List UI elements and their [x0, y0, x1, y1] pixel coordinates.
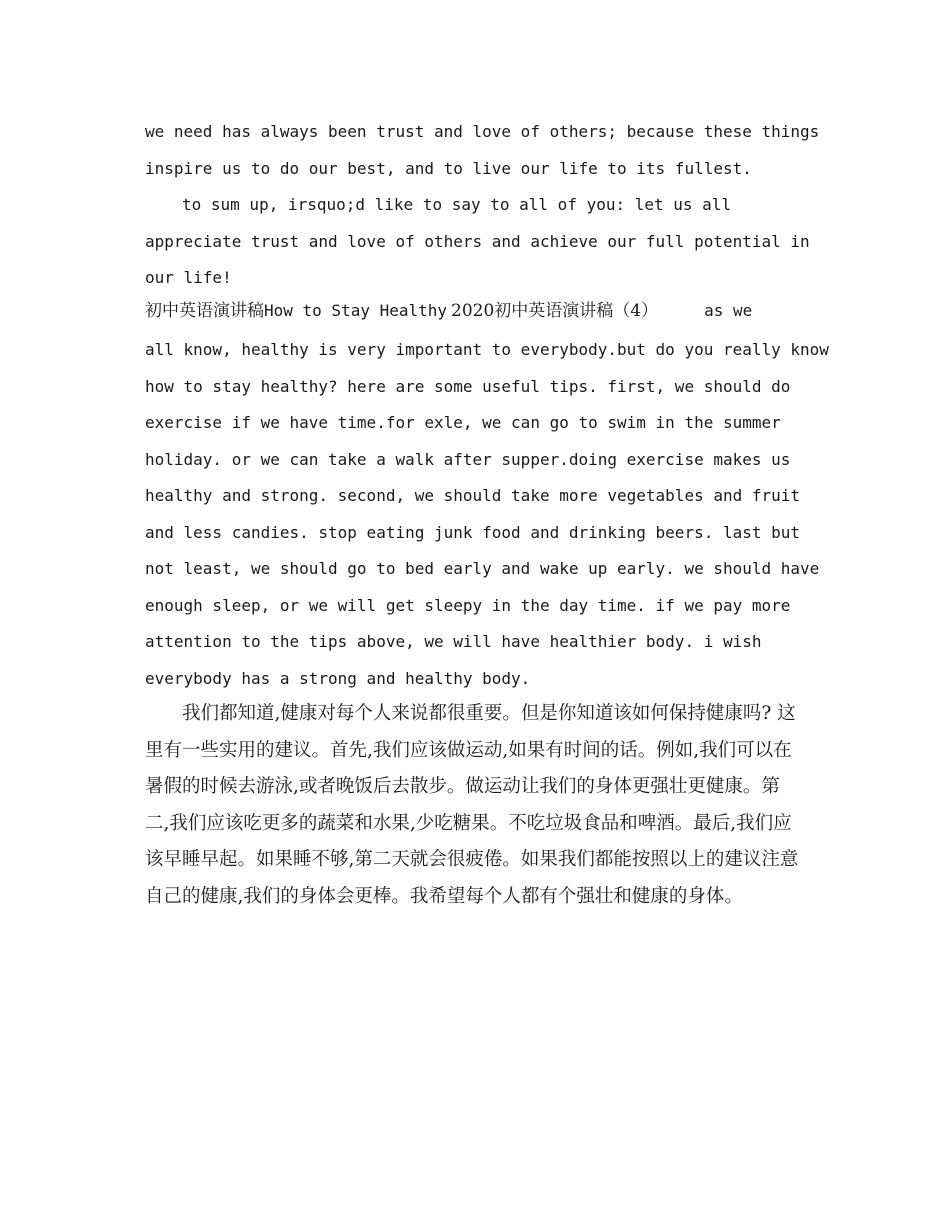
heading-title-cn: 初中英语演讲稿	[145, 301, 264, 321]
text-line: not least, we should go to bed early and wake up early. we should have	[145, 559, 820, 578]
heading-subtitle-cn: 2020初中英语演讲稿（4）	[451, 301, 659, 321]
text-line: our life!	[145, 268, 232, 287]
paragraph-trust-conclusion	[145, 114, 820, 187]
text-line: how to stay healthy? here are some useful tips. first, we should do	[145, 376, 791, 396]
paragraph-healthy-tips-en	[145, 332, 829, 697]
text-line: 该早睡早起。如果睡不够,第二天就会很疲倦。如果我们都能按照以上的建议注意	[145, 849, 799, 870]
text-line: we need has always been trust and love of others; because these things	[145, 122, 820, 141]
heading-title-en: How to Stay Healthy	[264, 301, 448, 320]
text-line: 二,我们应该吃更多的蔬菜和水果,少吃糖果。不吃垃圾食品和啤酒。最后,我们应	[145, 812, 792, 834]
text-line: and less candies. stop eating junk food and drinking beers. last but	[145, 522, 801, 542]
text-line: everybody has a strong and healthy body.	[145, 668, 531, 688]
text-line: 里有一些实用的建议。首先,我们应该做运动,如果有时间的话。例如,我们可以在	[145, 739, 792, 761]
text-line: all know, healthy is very important to everybody.but do you really know	[145, 340, 829, 359]
heading-first-words: as we	[704, 301, 753, 320]
heading-line	[145, 296, 810, 333]
text-line: 自己的健康,我们的身体会更棒。我希望每个人都有个强壮和健康的身体。	[145, 885, 743, 907]
text-line: 我们都知道,健康对每个人来说都很重要。但是你知道该如何保持健康吗? 这	[182, 703, 796, 724]
text-line: healthy and strong. second, we should take more vegetables and fruit	[145, 486, 801, 505]
text-line: attention to the tips above, we will have healthier body. i wish	[145, 632, 762, 651]
text-line: appreciate trust and love of others and achieve our full potential in	[145, 231, 810, 251]
speech-heading	[145, 296, 810, 333]
text-line: inspire us to do our best, and to live our life to its fullest.	[145, 158, 752, 178]
paragraph-healthy-tips-cn	[145, 696, 810, 915]
paragraph-sum-up	[145, 187, 810, 297]
text-line: exercise if we have time.for exle, we can go to swim in the summer	[145, 413, 781, 432]
text-line: enough sleep, or we will get sleepy in the day time. if we pay more	[145, 595, 791, 615]
text-line: holiday. or we can take a walk after supper.doing exercise makes us	[145, 449, 791, 469]
text-line: 暑假的时候去游泳,或者晚饭后去散步。做运动让我们的身体更强壮更健康。第	[145, 776, 780, 797]
text-line: to sum up, irsquo;d like to say to all of you: let us all	[182, 195, 732, 214]
